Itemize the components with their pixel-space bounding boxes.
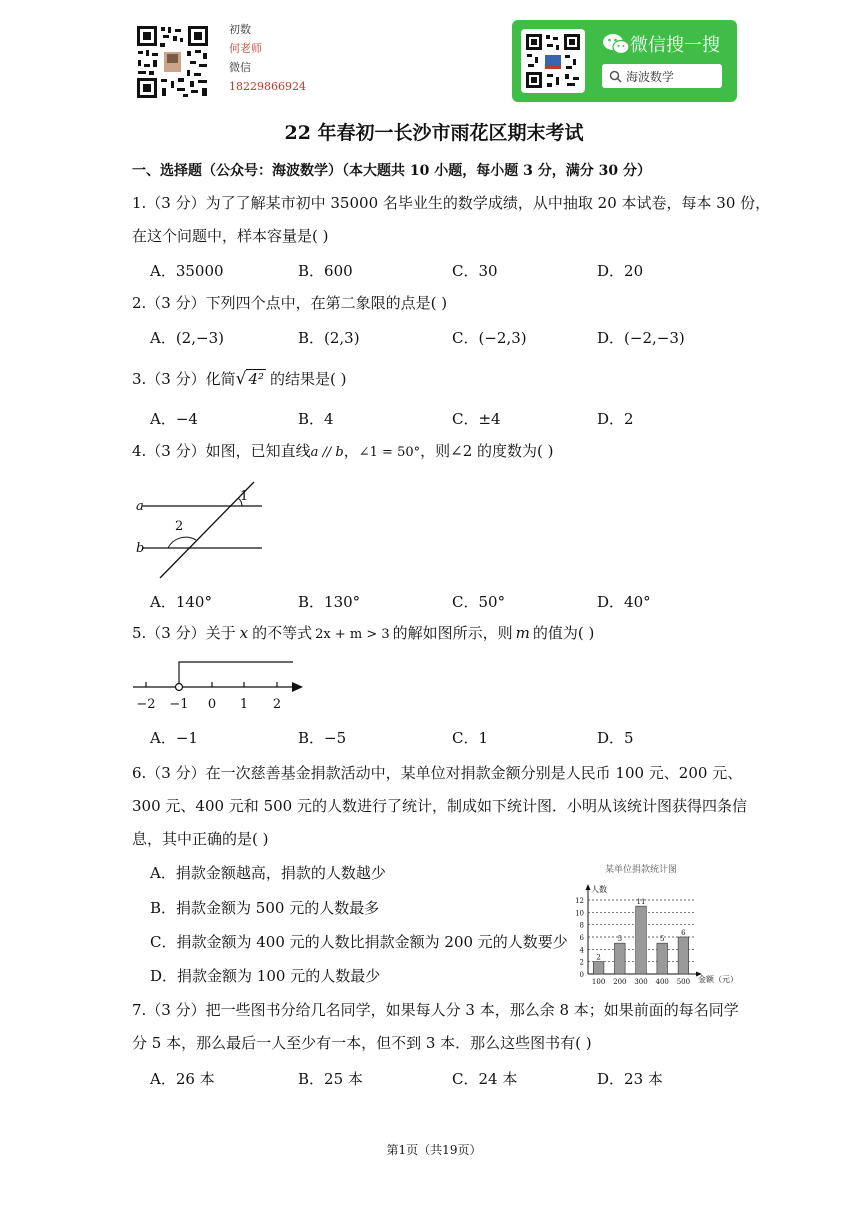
q4-text-end: ，则∠2 的度数为( ): [420, 442, 554, 460]
q5-text-3: 的解如图所示，则: [392, 624, 513, 642]
chart-value-label: 2: [596, 953, 601, 962]
chart-y-tick-label: 8: [579, 921, 584, 930]
q5-var-m: m: [515, 624, 530, 642]
chart-x-tick-label: 300: [634, 978, 648, 986]
label-angle-2: 2: [175, 519, 184, 534]
chart-x-tick-label: 500: [676, 978, 691, 986]
q7-option-a: A．26 本: [150, 1070, 215, 1088]
q7-option-c: C．24 本: [452, 1070, 518, 1088]
chart-title: 某单位捐款统计图: [604, 865, 678, 875]
axis-arrow: [292, 682, 303, 692]
q5-option-a: A．−1: [150, 729, 198, 747]
q6-option-a: A．捐款金额越高，捐款的人数越少: [150, 864, 386, 882]
q7-option-b: B．25 本: [298, 1070, 363, 1088]
chart-y-arrow: [586, 884, 591, 890]
q6-line-3: 息，其中正确的是( ): [132, 830, 269, 848]
chart-x-tick-label: 400: [655, 978, 669, 986]
q4-text-start: 4.（3 分）如图，已知直线: [132, 442, 311, 460]
chart-bar: [593, 962, 604, 974]
q2-option-d: D．(−2,−3): [597, 329, 685, 347]
q2-option-a: A．(2,−3): [150, 329, 224, 347]
q2-option-c: C．(−2,3): [452, 329, 527, 347]
chart-value-label: 5: [617, 935, 623, 944]
q7-option-d: D．23 本: [597, 1070, 663, 1088]
q1-option-a: A．35000: [150, 262, 224, 280]
q4-option-b: B．130°: [298, 593, 361, 611]
label-angle-1: 1: [240, 489, 249, 504]
qr-code-icon: [135, 24, 210, 100]
chart-bar: [615, 943, 626, 974]
q5-text-4: 的值为( ): [532, 624, 595, 642]
q5-inequality: 2x + m > 3: [315, 627, 390, 642]
chart-y-tick-label: 0: [579, 971, 584, 979]
q5-option-b: B．−5: [298, 729, 347, 747]
q6-option-c: C．捐款金额为 400 元的人数比捐款金额为 200 元的人数要少: [150, 933, 568, 951]
chart-value-label: 5: [659, 935, 665, 944]
q4-comma: ，: [343, 442, 359, 460]
contact-wechat-label: 微信: [229, 61, 251, 74]
q5-line-1: [132, 623, 594, 645]
q5-option-c: C．1: [452, 729, 489, 747]
q3-option-c: C．±4: [452, 410, 501, 428]
wechat-logo-icon: [602, 32, 630, 56]
parallel-lines-figure: [132, 478, 267, 583]
q6-line-1: 6.（3 分）在一次慈善基金捐款活动中，某单位对捐款金额分别是人民币 100 元、200 元、: [132, 764, 743, 782]
q5-text-1: 5.（3 分）关于: [132, 624, 236, 642]
radical-sign: √: [235, 369, 247, 389]
q3-line-1: [132, 369, 347, 389]
chart-value-label: 11: [636, 898, 646, 907]
chart-y-tick-label: 12: [575, 897, 584, 905]
q3-option-b: B．4: [298, 410, 334, 428]
wechat-search-card[interactable]: [512, 20, 737, 102]
q4-option-d: D．40°: [597, 593, 651, 611]
contact-teacher: 何老师: [229, 42, 262, 55]
q5-var-x: x: [239, 624, 249, 642]
q3-radicand: 4²: [248, 370, 265, 388]
wechat-search-text: 海波数学: [626, 70, 675, 84]
wechat-qr-code: [521, 29, 585, 93]
tick-1: 1: [239, 697, 249, 712]
q3-option-a: A．−4: [150, 410, 198, 428]
q4-parallel: a // b: [310, 445, 344, 460]
q3-text-start: 3.（3 分）化简: [132, 370, 236, 388]
contact-phone: 18229866924: [229, 80, 306, 93]
chart-y-tick-label: 6: [579, 934, 584, 942]
label-a: a: [136, 499, 144, 514]
q1-line-1: 1.（3 分）为了了解某市初中 35000 名毕业生的数学成绩，从中抽取 20 本试卷，每本 30 份，: [132, 194, 771, 212]
donation-bar-chart: [566, 858, 742, 990]
q4-option-a: A．140°: [150, 593, 212, 611]
q2-option-b: B．(2,3): [298, 329, 360, 347]
page-footer: 第1页（共19页）: [386, 1143, 482, 1157]
q6-option-b: B．捐款金额为 500 元的人数最多: [150, 899, 380, 917]
x-axis-label: 金额（元）: [698, 975, 738, 984]
chart-x-tick-label: 100: [591, 978, 606, 986]
label-b: b: [136, 541, 145, 556]
tick-2: 2: [272, 697, 282, 712]
tick-minus-2: −2: [136, 697, 156, 712]
chart-x-tick-label: 200: [613, 978, 627, 986]
q3-option-d: D．2: [597, 410, 634, 428]
tick-0: 0: [207, 697, 217, 712]
q4-angle: ∠1 = 50°: [358, 445, 421, 460]
chart-bar: [636, 906, 647, 974]
q1-line-2: 在这个问题中，样本容量是( ): [132, 227, 329, 245]
y-axis-label: 人数: [591, 885, 607, 894]
chart-y-tick-label: 2: [579, 958, 584, 967]
q5-text-2: 的不等式: [252, 624, 313, 642]
q5-option-d: D．5: [597, 729, 634, 747]
contact-subject: 初数: [229, 23, 251, 36]
q1-option-c: C．30: [452, 262, 498, 280]
page-title: 22 年春初一长沙市雨花区期末考试: [284, 122, 584, 144]
section-heading: 一、选择题（公众号：海波数学）（本大题共 10 小题，每小题 3 分，满分 30 分）: [132, 163, 651, 179]
chart-y-tick-label: 4: [579, 946, 584, 955]
q1-option-d: D．20: [597, 262, 644, 280]
q3-text-end: 的结果是( ): [270, 370, 347, 388]
wechat-search-box[interactable]: [602, 64, 722, 88]
q2-line-1: 2.（3 分）下列四个点中，在第二象限的点是( ): [132, 294, 448, 312]
chart-y-tick-label: 10: [575, 909, 584, 918]
chart-value-label: 6: [681, 929, 686, 937]
q4-option-c: C．50°: [452, 593, 506, 611]
q1-option-b: B．600: [298, 262, 353, 280]
tick-minus-1: −1: [169, 697, 189, 712]
solution-bracket: [179, 662, 293, 684]
search-icon: [609, 70, 622, 83]
number-line-figure: [128, 655, 308, 715]
chart-bar: [657, 943, 668, 974]
q6-line-2: 300 元、400 元和 500 元的人数进行了统计，制成如下统计图．小明从该统计图获得四条信: [132, 797, 747, 815]
q7-line-1: 7.（3 分）把一些图书分给几名同学，如果每人分 3 本，那么余 8 本；如果前面的每名同学: [132, 1001, 739, 1019]
q6-option-d: D．捐款金额为 100 元的人数最少: [150, 967, 381, 985]
q7-line-2: 分 5 本，那么最后一人至少有一本，但不到 3 本．那么这些图书有( ): [132, 1034, 592, 1052]
q4-line-1: [132, 441, 553, 463]
chart-bar: [678, 937, 689, 974]
wechat-search-title: 微信搜一搜: [630, 35, 720, 56]
open-circle: [176, 684, 183, 691]
